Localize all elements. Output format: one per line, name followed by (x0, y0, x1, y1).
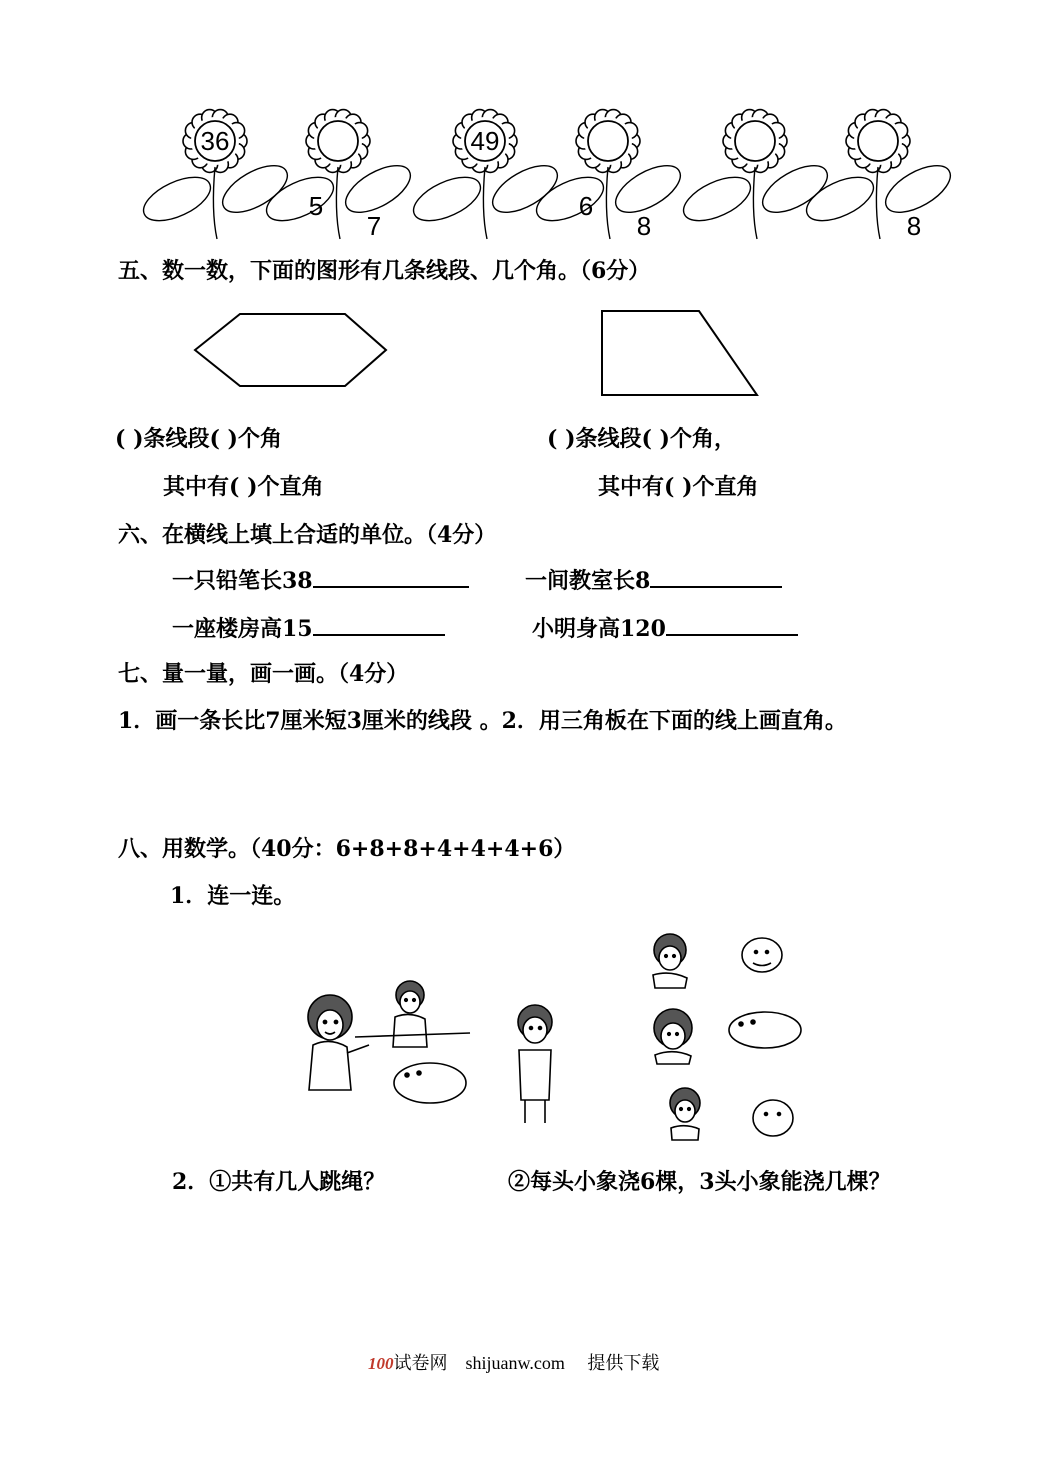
flower-right-3 (800, 110, 957, 241)
footer-download: 提供下载 (587, 1353, 660, 1373)
section7-q2: 。2．用三角板在下面的线上画直角。 (479, 708, 847, 734)
flower-right-2 (530, 110, 687, 241)
footer (368, 1350, 659, 1377)
section5-right-line1: ( )条线段( )个角， (547, 426, 736, 452)
section5-right-line2: 其中有( )个直角 (598, 474, 759, 500)
flower-center-number: 36 (200, 126, 230, 156)
flower-right-1 (260, 110, 417, 241)
section8-q2b: ②每头小象浇6棵，3头小象能浇几棵？ (508, 1169, 891, 1195)
unit-item-pencil: 一只铅笔长38 (172, 566, 469, 595)
section6-title: 六、在横线上填上合适的单位。（4分） (118, 522, 497, 548)
section7-q1: 1．画一条长比7厘米短3厘米的线段 (118, 708, 472, 734)
children-with-pet-illustration (295, 975, 475, 1120)
section8-q1: 1．连一连。 (170, 883, 296, 909)
section5-title: 五、数一数，下面的图形有几条线段、几个角。（6分） (118, 258, 651, 284)
unit-item-height: 小明身高120 (532, 614, 798, 643)
flower-leaf-number-right: 8 (636, 211, 652, 241)
section8-q2a: 2．①共有几人跳绳？ (172, 1169, 386, 1195)
flower-leaf-number-right: 7 (366, 211, 382, 241)
flower-leaf-number-left: 5 (308, 191, 324, 221)
trapezoid-shape (595, 305, 765, 400)
flower-center-number: 49 (470, 126, 500, 156)
footer-domain[interactable]: shijuanw.com (465, 1353, 565, 1373)
section8-title: 八、用数学。（40分：6+8+8+4+4+4+6） (118, 836, 576, 862)
footer-logo: 100 (368, 1354, 394, 1373)
unit-item-building: 一座楼房高15 (172, 614, 445, 643)
boy-standing-illustration (505, 1000, 565, 1125)
flower-leaf-number-left: 6 (578, 191, 594, 221)
flower-diagrams (160, 108, 922, 243)
unit-item-classroom: 一间教室长8 (525, 566, 782, 595)
hexagon-shape (188, 305, 393, 395)
flower-leaf-number-right: 8 (906, 211, 922, 241)
section7-question-row (118, 707, 847, 735)
flower-left-1 (137, 110, 294, 239)
section7-title: 七、量一量，画一画。（4分） (118, 661, 409, 687)
section5-left-line2: 其中有( )个直角 (163, 474, 324, 500)
matching-pictures-column (645, 930, 825, 1145)
flower-left-2 (407, 110, 564, 239)
section5-left-line1: ( )条线段( )个角 (115, 426, 282, 452)
flower-left-3 (677, 110, 834, 239)
footer-site-name: 试卷网 (393, 1353, 448, 1373)
